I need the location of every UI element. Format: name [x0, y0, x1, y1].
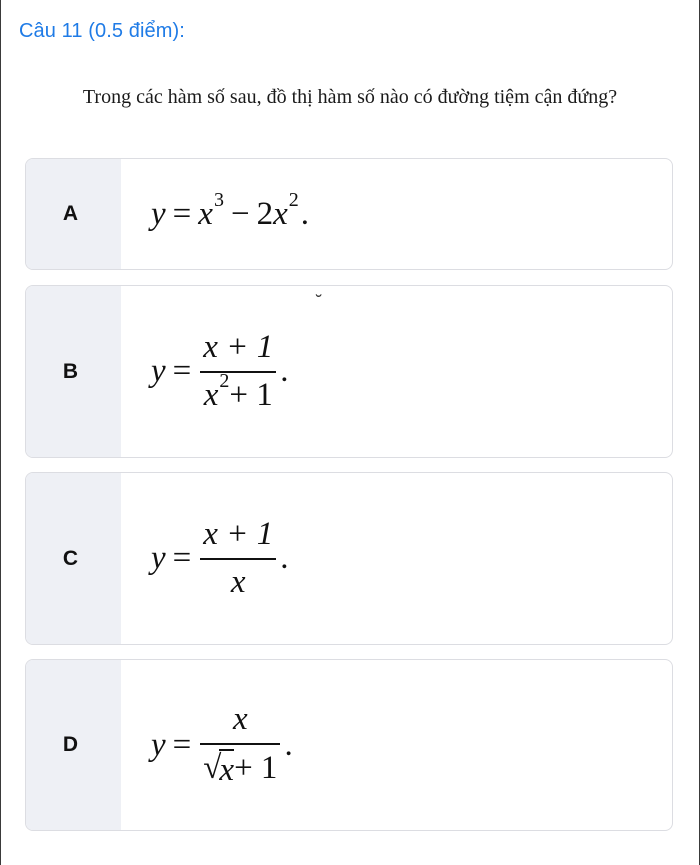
math-expression: + 1: [229, 376, 273, 413]
question-text: Trong các hàm số sau, đồ thị hàm số nào có đường tiệm cận đứng?: [82, 86, 618, 108]
math-exponent: 2: [219, 369, 230, 392]
formula: [151, 516, 288, 602]
math-exponent: 2: [288, 188, 299, 211]
option-content: [121, 286, 672, 457]
question-title: Câu 11 (0.5 điểm):: [19, 20, 185, 42]
stray-mark: ˘: [316, 292, 322, 312]
fraction-numerator: [200, 329, 276, 367]
option-b[interactable]: [25, 285, 673, 458]
option-d[interactable]: [25, 659, 673, 831]
fraction: [200, 516, 276, 602]
option-letter: A: [62, 202, 79, 225]
formula: [151, 329, 288, 415]
option-content: [121, 660, 672, 830]
fraction-denominator: [201, 369, 276, 415]
fraction-numerator: [200, 516, 276, 554]
left-border: [0, 0, 1, 865]
option-content: [121, 473, 672, 644]
fraction-bar: [200, 743, 280, 745]
math-var: y: [151, 195, 166, 232]
formula: [151, 188, 309, 233]
math-var: x: [233, 700, 248, 737]
sqrt-radicand: x: [219, 749, 234, 790]
math-period: .: [280, 353, 289, 389]
option-letter-cell: [26, 286, 121, 457]
math-period: .: [300, 195, 309, 232]
option-letter-cell: [26, 473, 121, 644]
math-operator: −: [230, 195, 250, 232]
fraction-denominator: [200, 749, 280, 790]
math-exponent: 3: [213, 188, 224, 211]
option-letter: C: [62, 546, 79, 570]
option-c[interactable]: [25, 472, 673, 645]
option-letter-cell: [26, 159, 121, 269]
option-letter: D: [62, 733, 79, 756]
fraction-denominator: [228, 564, 249, 602]
math-var: y: [151, 726, 166, 763]
fraction: [200, 329, 276, 415]
math-var: x: [198, 195, 213, 232]
math-period: .: [280, 540, 289, 576]
fraction-numerator: [230, 701, 251, 739]
fraction-bar: [200, 558, 276, 560]
math-var: y: [151, 540, 166, 576]
math-period: .: [284, 726, 293, 763]
math-var: y: [151, 353, 166, 389]
option-letter: B: [62, 359, 79, 383]
math-var: x: [230, 563, 246, 600]
fraction-bar: [200, 371, 276, 373]
math-var: x: [273, 195, 288, 232]
option-letter-cell: [26, 660, 121, 830]
sqrt-sign: √: [203, 750, 222, 786]
math-operator: =: [172, 195, 192, 232]
math-var: x: [203, 376, 219, 413]
math-expression: x + 1: [203, 515, 274, 552]
formula: [151, 701, 293, 790]
math-expression: x + 1: [203, 328, 274, 365]
math-expression: + 1: [234, 750, 278, 786]
option-a[interactable]: [25, 158, 673, 270]
math-operator: =: [172, 353, 192, 389]
option-content: [121, 159, 672, 269]
math-operator: =: [172, 540, 192, 576]
fraction: [200, 701, 280, 790]
math-number: 2: [256, 195, 274, 232]
math-operator: =: [172, 726, 192, 763]
